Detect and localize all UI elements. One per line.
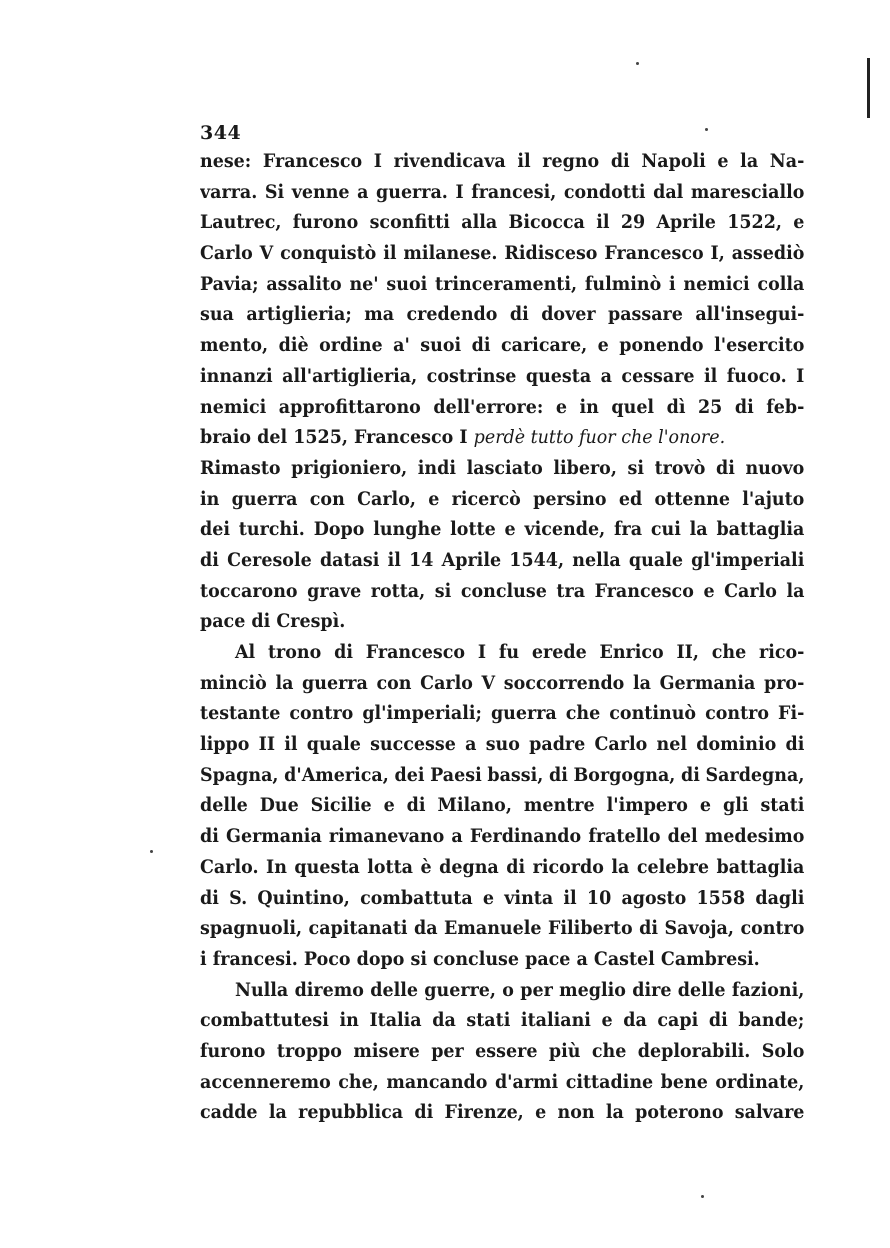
text-line: lippo II il quale successe a suo padre Carlo nel dominio di [200, 733, 805, 756]
text-line: furono troppo misere per essere più che deplorabili. Solo [200, 1039, 805, 1062]
text-line: minciò la guerra con Carlo V soccorrendo la Germania pro- [200, 671, 805, 694]
text-line: sua artiglieria; ma credendo di dover passare all'insegui- [200, 303, 805, 326]
text-line: spagnuoli, capitanati da Emanuele Filiberto di Savoja, contro [200, 917, 805, 940]
text-line: Spagna, d'America, dei Paesi bassi, di Borgogna, di Sardegna, [200, 763, 805, 786]
text-line: nemici approfittarono dell'errore: e in quel dì 25 di feb- [200, 395, 805, 418]
text-line: combattutesi in Italia da stati italiani e da capi di bande; [200, 1009, 805, 1032]
text-line: innanzi all'artiglieria, costrinse questa a cessare il fuoco. I [200, 364, 805, 387]
text-line: nese: Francesco I rivendicava il regno di Napoli e la Na- [200, 150, 805, 172]
print-speck [636, 62, 639, 65]
text-line: di Ceresole datasi il 14 Aprile 1544, nella quale gl'imperiali [200, 548, 805, 571]
text-line: Carlo V conquistò il milanese. Ridisceso Francesco I, assediò [200, 242, 805, 265]
text-line: di S. Quintino, combattuta e vinta il 10 agosto 1558 dagli [200, 886, 805, 909]
text-line: Al trono di Francesco I fu erede Enrico II, che rico- [234, 641, 805, 663]
text-line: Nulla diremo delle guerre, o per meglio dire delle fazioni, [234, 978, 805, 1001]
text-line: cadde la repubblica di Firenze, e non la poterono salvare [200, 1101, 805, 1124]
text-line: testante contro gl'imperiali; guerra che continuò contro Fi- [200, 702, 805, 725]
print-speck [705, 128, 708, 131]
page-edge-mark [867, 58, 870, 118]
text-line: toccarono grave rotta, si concluse tra Francesco e Carlo la [200, 579, 805, 602]
italic-quote: perdè tutto fuor che l'onore. [473, 426, 726, 449]
text-line: Pavia; assalito ne' suoi trinceramenti, fulminò i nemici colla [200, 272, 805, 295]
text-line-with-italic [200, 422, 804, 453]
text-line: di Germania rimanevano a Ferdinando fratello del medesimo [200, 825, 805, 848]
text-line: Rimasto prigioniero, indi lasciato libero, si trovò di nuovo [200, 456, 805, 479]
print-speck [150, 850, 153, 853]
text-line: accenneremo che, mancando d'armi cittadine bene ordinate, [200, 1070, 805, 1093]
body-text [200, 146, 805, 1128]
text-line: dei turchi. Dopo lunghe lotte e vicende, fra cui la battaglia [200, 518, 805, 541]
print-speck [701, 1195, 704, 1198]
text-line: Carlo. In questa lotta è degna di ricordo la celebre battaglia [200, 855, 805, 878]
page-number: 344 [200, 122, 242, 144]
text-line: i francesi. Poco dopo si concluse pace a Castel Cambresi. [200, 947, 760, 970]
text-line-lead: braio del 1525, Francesco I [200, 426, 468, 449]
text-line: Lautrec, furono sconfitti alla Bicocca il 29 Aprile 1522, e [200, 211, 805, 234]
text-line: delle Due Sicilie e di Milano, mentre l'impero e gli stati [200, 794, 805, 817]
text-line: varra. Si venne a guerra. I francesi, condotti dal maresciallo [200, 180, 805, 203]
text-line: mento, diè ordine a' suoi di caricare, e ponendo l'esercito [200, 334, 805, 357]
text-line: pace di Crespì. [200, 610, 346, 633]
text-line: in guerra con Carlo, e ricercò persino ed ottenne l'ajuto [200, 487, 805, 510]
